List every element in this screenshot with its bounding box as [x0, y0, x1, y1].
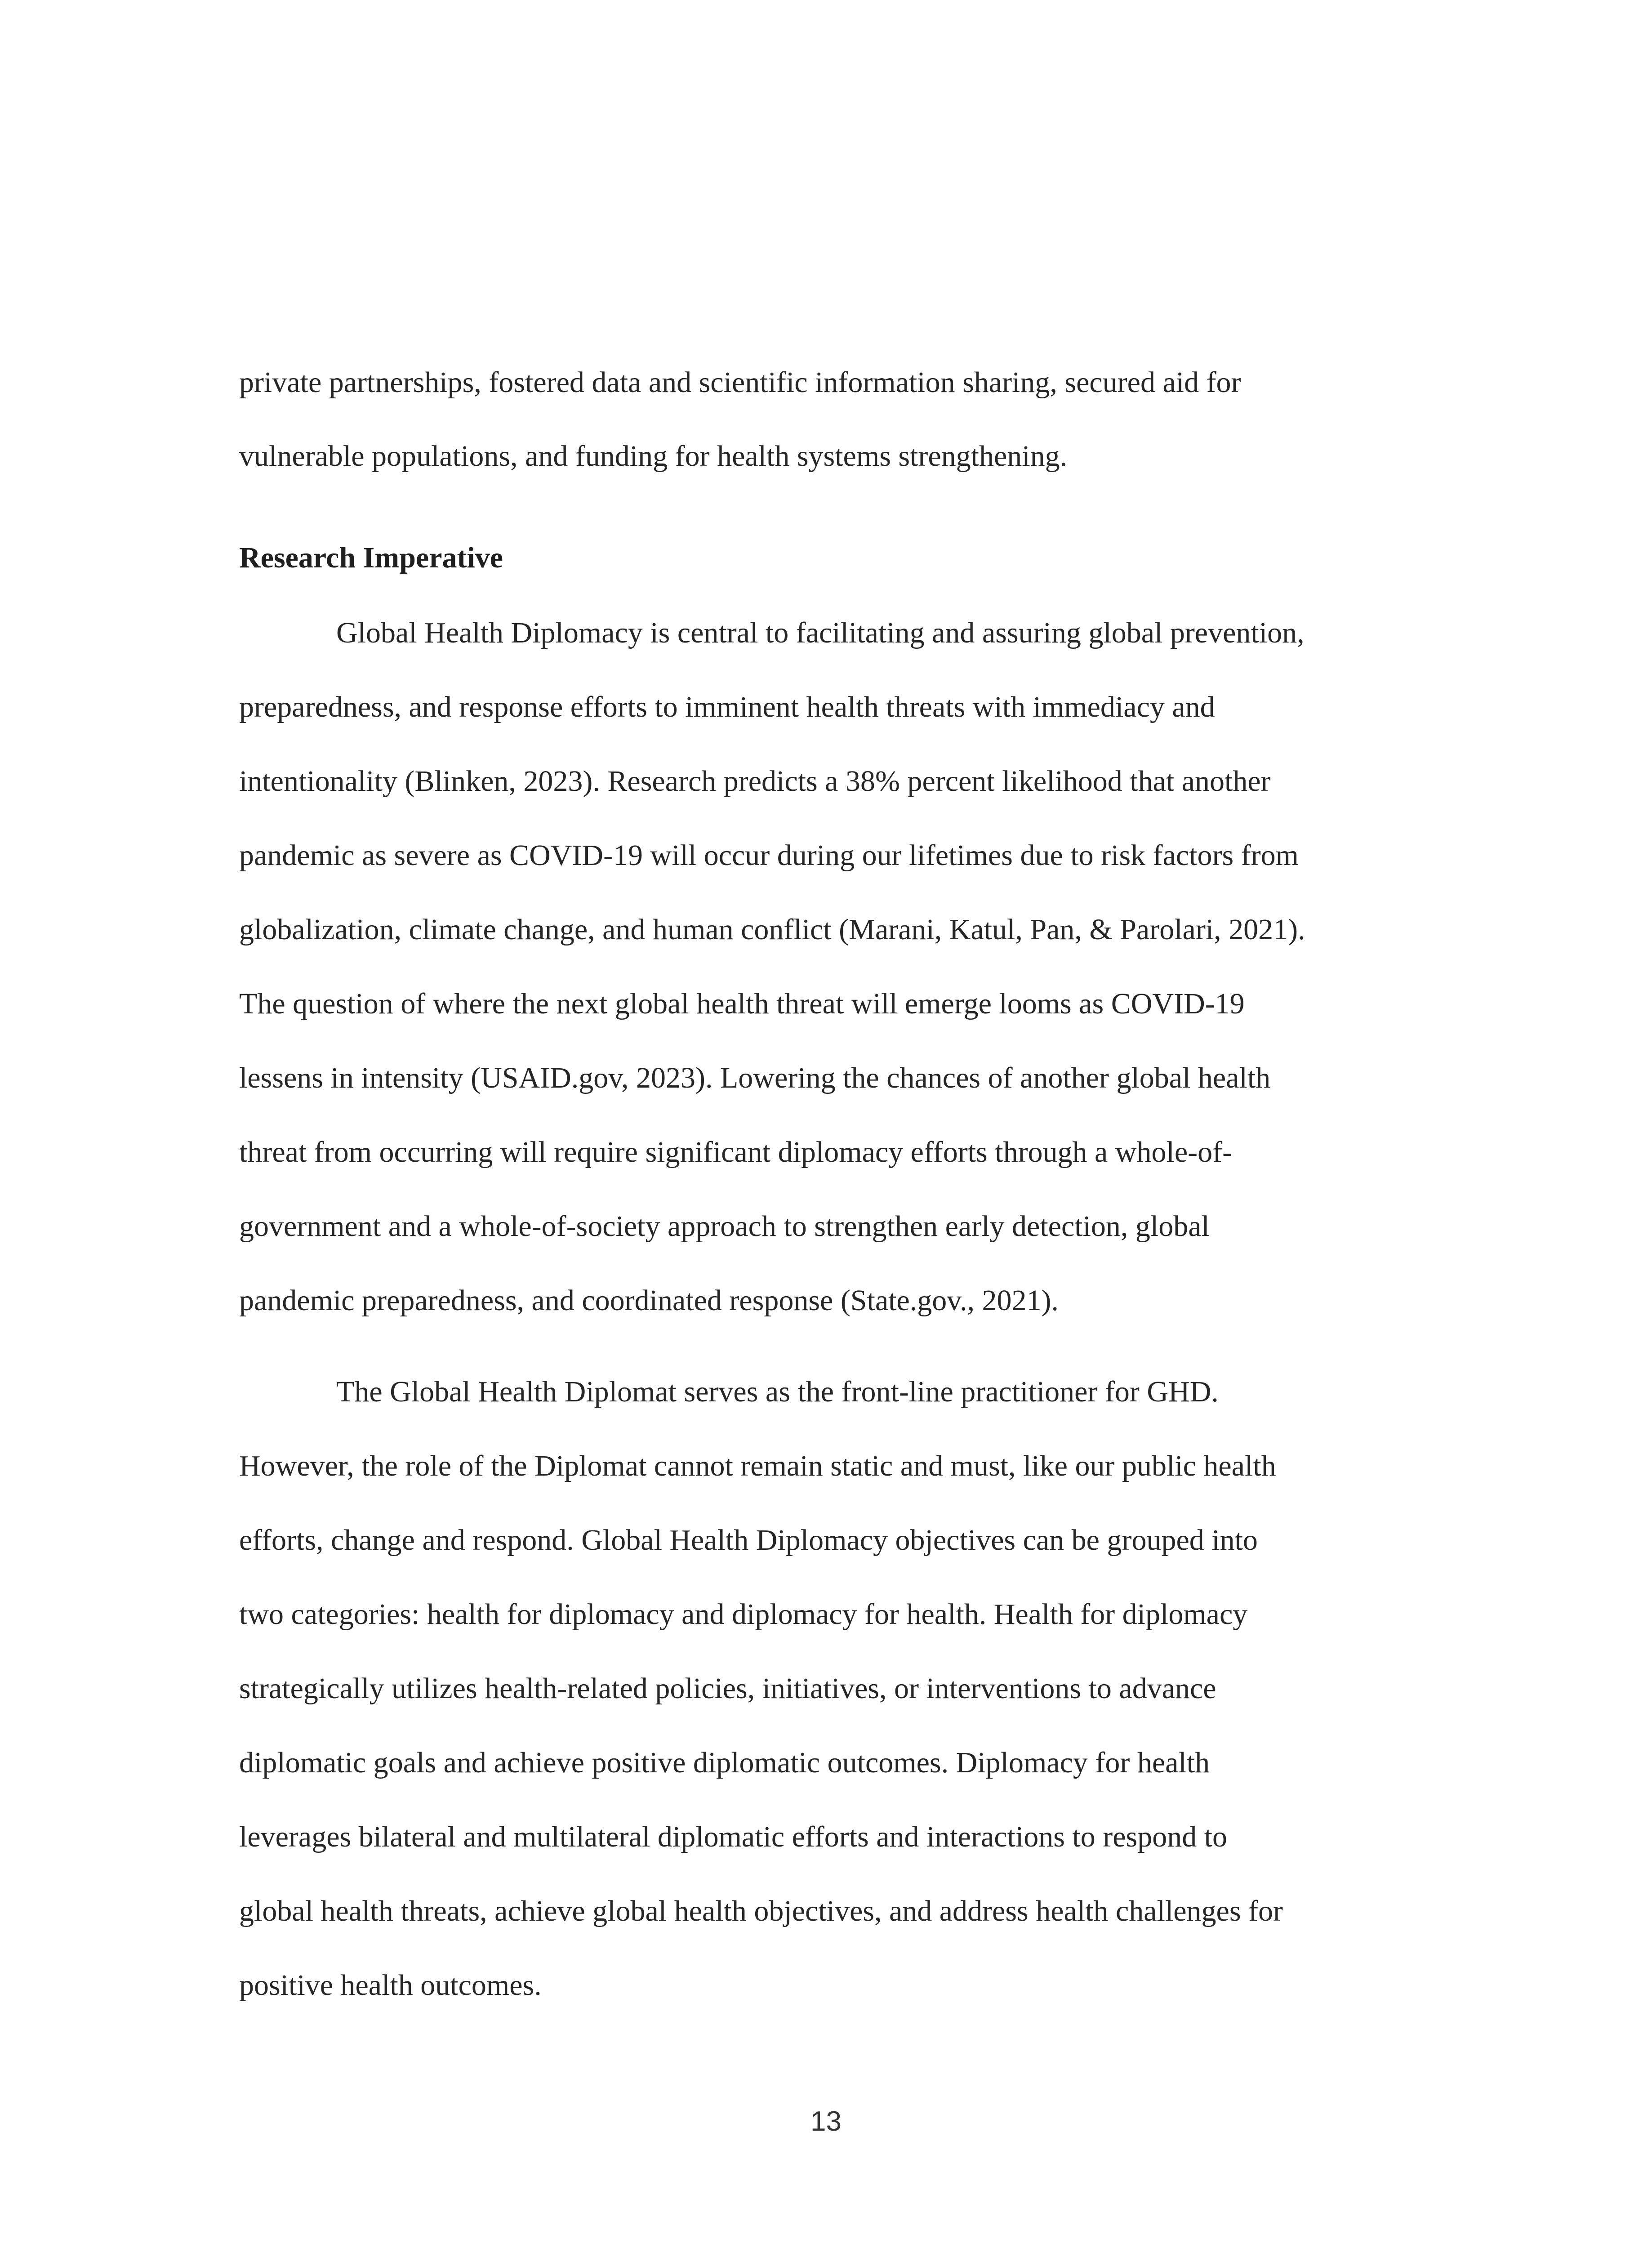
- paragraph-line: positive health outcomes.: [239, 1969, 542, 2002]
- paragraph-line: global health threats, achieve global health objectives, and address health challenges for: [239, 1895, 1283, 1927]
- paragraph-line: lessens in intensity (USAID.gov, 2023). Lowering the chances of another global health: [239, 1062, 1271, 1094]
- paragraph-line: pandemic as severe as COVID-19 will occur during our lifetimes due to risk factors from: [239, 839, 1299, 872]
- page-number: 13: [810, 2106, 842, 2137]
- paragraph-line: private partnerships, fostered data and scientific information sharing, secured aid for: [239, 366, 1241, 399]
- paragraph-line: government and a whole-of-society approach to strengthen early detection, global: [239, 1210, 1210, 1243]
- paragraph-line: diplomatic goals and achieve positive diplomatic outcomes. Diplomacy for health: [239, 1746, 1210, 1779]
- paragraph-line: preparedness, and response efforts to imminent health threats with immediacy and: [239, 691, 1215, 723]
- section-heading: Research Imperative: [239, 541, 503, 574]
- paragraph-line: vulnerable populations, and funding for health systems strengthening.: [239, 440, 1068, 473]
- paragraph-line: Global Health Diplomacy is central to facilitating and assuring global prevention,: [336, 616, 1305, 649]
- paragraph-line: globalization, climate change, and human conflict (Marani, Katul, Pan, & Parolari, 2021).: [239, 913, 1305, 946]
- paragraph-line: The question of where the next global health threat will emerge looms as COVID-19: [239, 987, 1245, 1020]
- paragraph-line: threat from occurring will require significant diplomacy efforts through a whole-of-: [239, 1136, 1233, 1169]
- paragraph-line: efforts, change and respond. Global Health Diplomacy objectives can be grouped into: [239, 1524, 1258, 1557]
- paragraph-line: two categories: health for diplomacy and diplomacy for health. Health for diplomacy: [239, 1598, 1248, 1631]
- paragraph-line: However, the role of the Diplomat cannot remain static and must, like our public health: [239, 1450, 1276, 1482]
- paragraph-line: The Global Health Diplomat serves as the front-line practitioner for GHD.: [336, 1375, 1219, 1408]
- paragraph-line: pandemic preparedness, and coordinated response (State.gov., 2021).: [239, 1284, 1059, 1317]
- paragraph-line: strategically utilizes health-related policies, initiatives, or interventions to advance: [239, 1672, 1216, 1705]
- paragraph-line: intentionality (Blinken, 2023). Research predicts a 38% percent likelihood that another: [239, 765, 1271, 798]
- paragraph-line: leverages bilateral and multilateral diplomatic efforts and interactions to respond to: [239, 1820, 1228, 1853]
